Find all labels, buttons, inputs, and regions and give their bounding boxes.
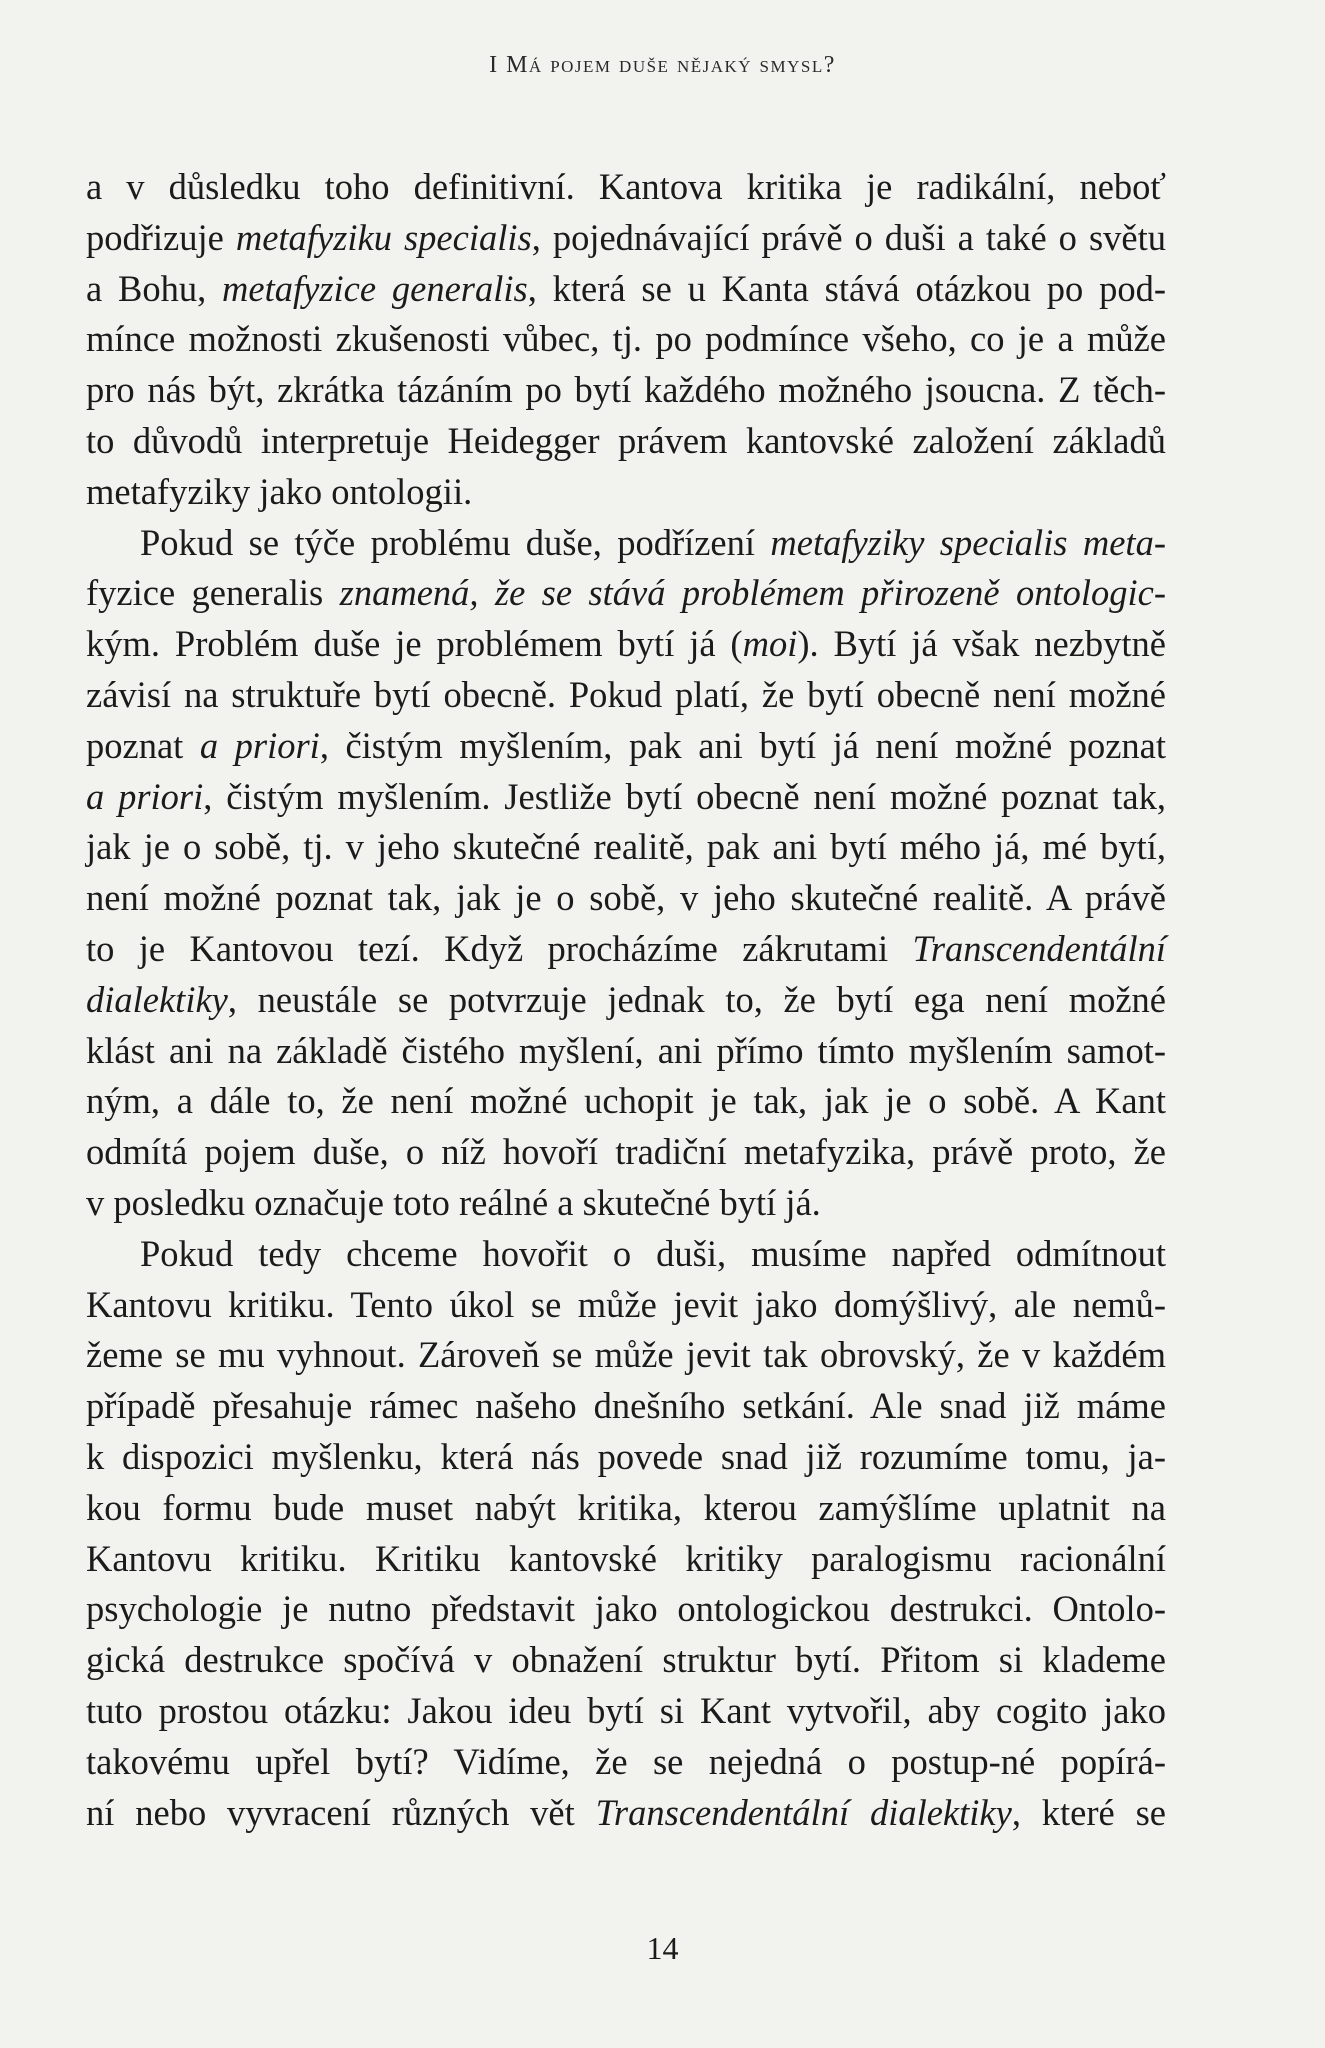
text-line bbox=[86, 518, 1166, 569]
text-run: to důvodů interpretuje Heidegger právem kantovské založení základů bbox=[86, 419, 1166, 461]
text-run: podřizuje bbox=[86, 216, 236, 258]
text-line bbox=[86, 264, 1166, 315]
text-run: , pojednávající právě o duši a také o světu bbox=[531, 216, 1166, 258]
text-line bbox=[86, 619, 1166, 670]
text-line bbox=[86, 1381, 1166, 1432]
text-run: , čistým myšlením. Jestliže bytí obecně není možné poznat tak, bbox=[203, 775, 1166, 817]
text-run: , která se u Kanta stává otázkou po pod- bbox=[527, 267, 1166, 309]
text-run: , které se bbox=[1011, 1791, 1166, 1833]
italic-term: metafyzice generalis bbox=[222, 267, 528, 309]
text-run: a v důsledku toho definitivní. Kantova kritika je radikální, neboť bbox=[86, 166, 1166, 207]
text-run: , neustále se potvrzuje jednak to, že bytí ega není možné bbox=[227, 978, 1166, 1020]
text-line bbox=[86, 1737, 1166, 1788]
text-run: , čistým myšlením, pak ani bytí já není možné poznat bbox=[319, 724, 1166, 766]
text-line bbox=[86, 467, 1166, 518]
text-run: ní nebo vyvracení různých vět bbox=[86, 1791, 596, 1833]
text-run: a Bohu, bbox=[86, 267, 223, 309]
text-line bbox=[86, 721, 1166, 772]
running-head: I Má pojem duše nějaký smysl? bbox=[489, 52, 836, 78]
text-run: mínce možnosti zkušenosti vůbec, tj. po podmínce všeho, co je a může bbox=[86, 318, 1166, 360]
text-run: k dispozici myšlenku, která nás povede snad již rozumíme tomu, ja- bbox=[86, 1435, 1166, 1477]
text-run: Pokud se týče problému duše, podřízení bbox=[140, 521, 771, 563]
text-run: ným, a dále to, že není možné uchopit je tak, jak je o sobě. A Kant bbox=[86, 1080, 1166, 1122]
italic-term: metafyziku specialis bbox=[235, 216, 532, 258]
text-run: není možné poznat tak, jak je o sobě, v jeho skutečné realitě. A právě bbox=[86, 877, 1166, 919]
text-run: Kantovu kritiku. Kritiku kantovské kritiky paralogismu racionální bbox=[86, 1537, 1166, 1579]
text-line bbox=[86, 873, 1166, 924]
page-number: 14 bbox=[646, 1930, 679, 1966]
text-run: takovému upřel bytí? Vidíme, že se nejedná o postup-né popírá- bbox=[86, 1740, 1166, 1782]
text-line bbox=[86, 213, 1166, 264]
italic-term: a priori bbox=[199, 724, 320, 766]
italic-term: metafyziky specialis meta- bbox=[770, 521, 1166, 563]
text-run: ). Bytí já však nezbytně bbox=[797, 623, 1166, 665]
text-run: jak je o sobě, tj. v jeho skutečné realitě, pak ani bytí mého já, mé bytí, bbox=[86, 826, 1166, 868]
text-run: žeme se mu vyhnout. Zároveň se může jevit tak obrovský, že v každém bbox=[86, 1334, 1166, 1376]
text-line bbox=[86, 822, 1166, 873]
italic-term: Transcendentální dialektiky bbox=[595, 1791, 1012, 1833]
text-line bbox=[86, 1229, 1166, 1280]
text-run: kým. Problém duše je problémem bytí já ( bbox=[86, 623, 743, 665]
text-run: případě přesahuje rámec našeho dnešního setkání. Ale snad již máme bbox=[86, 1385, 1166, 1427]
text-line bbox=[86, 670, 1166, 721]
text-line bbox=[86, 1127, 1166, 1178]
text-run: v posledku označuje toto reálné a skutečné bytí já. bbox=[86, 1181, 821, 1223]
text-line bbox=[86, 772, 1166, 823]
text-line bbox=[86, 1635, 1166, 1686]
text-line bbox=[86, 924, 1166, 975]
text-line bbox=[86, 1076, 1166, 1127]
italic-term: dialektiky bbox=[86, 978, 228, 1020]
italic-term: a priori bbox=[86, 775, 204, 817]
text-run: Pokud tedy chceme hovořit o duši, musíme napřed odmítnout bbox=[140, 1232, 1166, 1274]
text-run: odmítá pojem duše, o níž hovoří tradiční metafyzika, právě proto, že bbox=[86, 1131, 1166, 1173]
italic-term: moi bbox=[742, 623, 798, 665]
text-line bbox=[86, 1534, 1166, 1585]
text-line bbox=[86, 416, 1166, 467]
text-run: pro nás být, zkrátka tázáním po bytí každého možného jsoucna. Z těch- bbox=[86, 369, 1166, 411]
text-line bbox=[86, 1483, 1166, 1534]
text-line bbox=[86, 1026, 1166, 1077]
text-line bbox=[86, 1280, 1166, 1331]
text-run: gická destrukce spočívá v obnažení struktur bytí. Přitom si klademe bbox=[86, 1639, 1166, 1681]
text-line bbox=[86, 1788, 1166, 1839]
body-text bbox=[86, 162, 1166, 1838]
text-run: klást ani na základě čistého myšlení, ani přímo tímto myšlením samot- bbox=[86, 1029, 1166, 1071]
text-run: poznat bbox=[86, 724, 200, 766]
text-run: tuto prostou otázku: Jakou ideu bytí si Kant vytvořil, aby cogito jako bbox=[86, 1689, 1166, 1731]
text-run: to je Kantovou tezí. Když procházíme zákrutami bbox=[86, 927, 913, 969]
text-run: kou formu bude muset nabýt kritika, kterou zamýšlíme uplatnit na bbox=[86, 1486, 1166, 1528]
text-run: závisí na struktuře bytí obecně. Pokud platí, že bytí obecně není možné bbox=[86, 673, 1166, 715]
text-line bbox=[86, 1330, 1166, 1381]
text-line bbox=[86, 1432, 1166, 1483]
italic-term: znamená, že se stává problémem přirozeně ontologic- bbox=[323, 572, 1167, 614]
text-line bbox=[86, 1178, 1166, 1229]
text-run: Kantovu kritiku. Tento úkol se může jevit jako domýšlivý, ale nemů- bbox=[86, 1283, 1166, 1325]
text-line bbox=[86, 568, 1166, 619]
text-run: metafyziky jako ontologii. bbox=[86, 470, 473, 512]
text-line bbox=[86, 365, 1166, 416]
text-line bbox=[86, 162, 1166, 213]
italic-term: Transcendentální bbox=[912, 927, 1166, 969]
text-run: psychologie je nutno představit jako ontologickou destrukci. Ontolo- bbox=[86, 1588, 1166, 1630]
text-line bbox=[86, 1686, 1166, 1737]
text-line bbox=[86, 1584, 1166, 1635]
text-line bbox=[86, 975, 1166, 1026]
text-run: fyzice generalis bbox=[86, 572, 324, 614]
text-line bbox=[86, 314, 1166, 365]
